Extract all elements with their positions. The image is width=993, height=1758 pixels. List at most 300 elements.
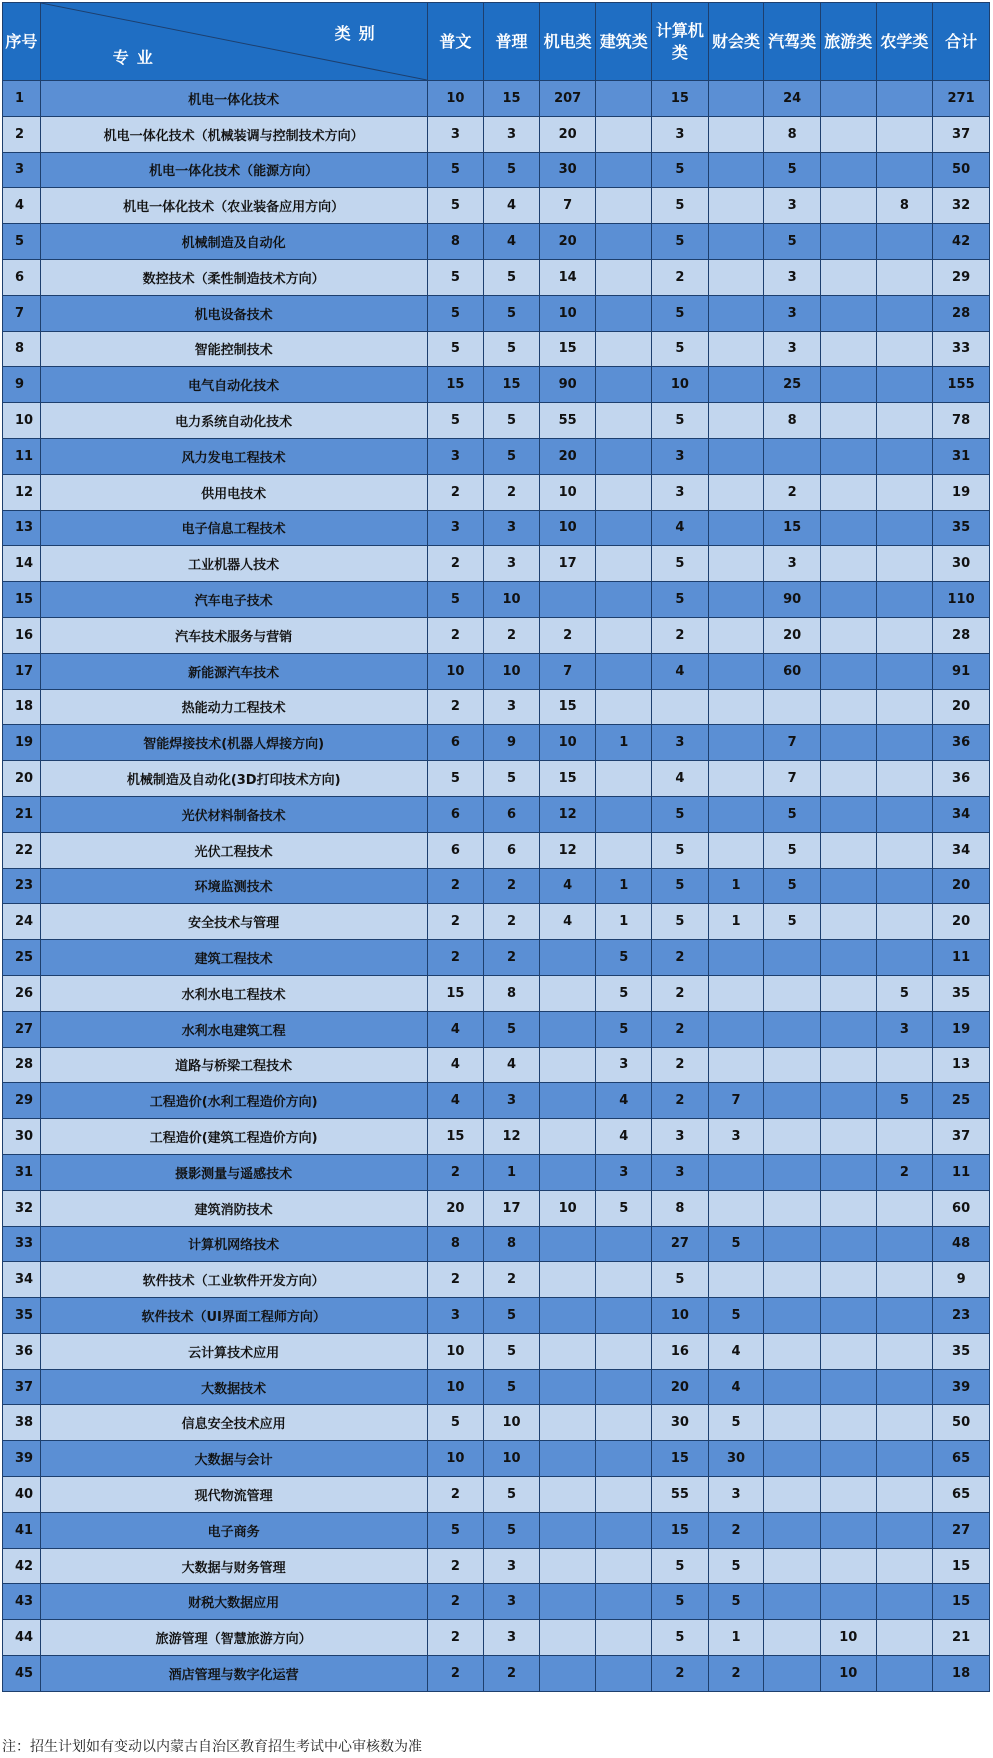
row-cell: 5 [484, 1298, 540, 1334]
row-cell: 4 [652, 510, 709, 546]
row-cell: 8 [484, 975, 540, 1011]
row-cell [820, 403, 876, 439]
row-cell: 5 [427, 761, 484, 797]
row-cell: 5 [652, 546, 709, 582]
row-cell [876, 689, 933, 725]
row-cell [876, 1047, 933, 1083]
row-cell [596, 1620, 652, 1656]
table-row [3, 1512, 990, 1548]
row-cell [764, 1656, 821, 1692]
row-cell: 5 [484, 1369, 540, 1405]
row-cell: 5 [484, 1333, 540, 1369]
row-cell [820, 1584, 876, 1620]
row-total: 50 [933, 152, 990, 188]
row-cell [876, 1119, 933, 1155]
row-major: 机电一体化技术 [40, 81, 427, 117]
row-cell: 20 [764, 617, 821, 653]
row-cell: 17 [484, 1190, 540, 1226]
row-cell: 4 [484, 1047, 540, 1083]
row-major: 云计算技术应用 [40, 1333, 427, 1369]
header-col-3: 建筑类 [596, 3, 652, 81]
row-index: 44 [3, 1620, 41, 1656]
row-cell [876, 474, 933, 510]
row-cell: 20 [539, 116, 596, 152]
row-cell: 15 [652, 1512, 709, 1548]
row-cell: 2 [708, 1656, 764, 1692]
row-total: 36 [933, 725, 990, 761]
row-cell: 20 [427, 1190, 484, 1226]
row-cell [876, 81, 933, 117]
row-cell [708, 689, 764, 725]
row-cell [708, 474, 764, 510]
row-cell: 2 [652, 1656, 709, 1692]
row-cell: 5 [484, 1512, 540, 1548]
enrollment-plan-table [2, 2, 990, 1692]
row-cell [596, 116, 652, 152]
row-cell: 3 [764, 295, 821, 331]
row-cell [820, 761, 876, 797]
row-cell [820, 796, 876, 832]
row-cell: 3 [427, 438, 484, 474]
row-index: 27 [3, 1011, 41, 1047]
row-cell [820, 975, 876, 1011]
row-cell [820, 259, 876, 295]
row-total: 20 [933, 904, 990, 940]
row-cell: 2 [652, 1083, 709, 1119]
row-cell: 3 [484, 116, 540, 152]
row-index: 3 [3, 152, 41, 188]
row-cell [876, 259, 933, 295]
row-cell: 2 [484, 1656, 540, 1692]
row-cell: 2 [427, 940, 484, 976]
row-cell: 24 [764, 81, 821, 117]
row-cell: 2 [484, 474, 540, 510]
row-cell [708, 546, 764, 582]
row-index: 39 [3, 1441, 41, 1477]
row-cell [820, 295, 876, 331]
row-cell: 10 [484, 582, 540, 618]
row-cell: 5 [652, 224, 709, 260]
row-cell: 2 [427, 546, 484, 582]
row-cell: 4 [708, 1333, 764, 1369]
row-major: 摄影测量与遥感技术 [40, 1154, 427, 1190]
row-total: 110 [933, 582, 990, 618]
row-cell [596, 1441, 652, 1477]
row-cell [820, 582, 876, 618]
row-cell: 8 [764, 116, 821, 152]
row-major: 数控技术（柔性制造技术方向） [40, 259, 427, 295]
row-cell: 12 [539, 796, 596, 832]
row-cell: 5 [652, 295, 709, 331]
row-cell [708, 438, 764, 474]
row-index: 15 [3, 582, 41, 618]
row-index: 28 [3, 1047, 41, 1083]
row-total: 65 [933, 1441, 990, 1477]
row-cell [876, 653, 933, 689]
row-cell: 4 [596, 1119, 652, 1155]
row-cell [539, 1011, 596, 1047]
row-cell: 5 [652, 188, 709, 224]
row-cell: 5 [652, 1262, 709, 1298]
table-row [3, 1262, 990, 1298]
row-cell: 2 [652, 940, 709, 976]
row-cell [820, 546, 876, 582]
row-cell [820, 1405, 876, 1441]
row-major: 安全技术与管理 [40, 904, 427, 940]
table-row [3, 1441, 990, 1477]
header-col-0: 普文 [427, 3, 484, 81]
row-cell: 5 [484, 295, 540, 331]
row-cell: 3 [652, 1119, 709, 1155]
row-cell: 5 [764, 904, 821, 940]
row-cell: 30 [708, 1441, 764, 1477]
row-cell: 6 [427, 725, 484, 761]
header-major: 专业 [112, 48, 161, 67]
row-cell [596, 617, 652, 653]
row-cell [764, 438, 821, 474]
row-total: 36 [933, 761, 990, 797]
row-cell [820, 904, 876, 940]
row-cell: 2 [876, 1154, 933, 1190]
row-cell: 14 [539, 259, 596, 295]
row-index: 38 [3, 1405, 41, 1441]
row-total: 48 [933, 1226, 990, 1262]
row-cell: 3 [484, 546, 540, 582]
row-cell [876, 1262, 933, 1298]
row-cell: 5 [652, 832, 709, 868]
row-cell: 2 [652, 617, 709, 653]
table-row [3, 1584, 990, 1620]
row-cell: 2 [427, 868, 484, 904]
row-cell [596, 367, 652, 403]
row-cell: 10 [820, 1656, 876, 1692]
table-row [3, 438, 990, 474]
header-diagonal-cell [40, 3, 427, 81]
row-major: 道路与桥梁工程技术 [40, 1047, 427, 1083]
row-cell: 2 [427, 1154, 484, 1190]
row-cell [596, 1262, 652, 1298]
row-cell: 6 [484, 796, 540, 832]
row-cell: 10 [652, 1298, 709, 1334]
table-row [3, 617, 990, 653]
row-total: 19 [933, 474, 990, 510]
row-cell: 3 [484, 1584, 540, 1620]
row-cell [820, 1512, 876, 1548]
row-cell: 3 [652, 116, 709, 152]
row-total: 271 [933, 81, 990, 117]
row-total: 21 [933, 1620, 990, 1656]
row-major: 工程造价(水利工程造价方向) [40, 1083, 427, 1119]
row-cell [708, 582, 764, 618]
row-cell: 5 [596, 940, 652, 976]
row-cell [764, 1333, 821, 1369]
row-cell: 3 [484, 689, 540, 725]
row-cell [820, 868, 876, 904]
row-cell [764, 689, 821, 725]
row-cell [596, 1226, 652, 1262]
row-cell: 2 [427, 1548, 484, 1584]
row-cell [539, 1656, 596, 1692]
row-cell [708, 403, 764, 439]
row-cell: 5 [427, 152, 484, 188]
row-cell: 15 [652, 81, 709, 117]
row-index: 34 [3, 1262, 41, 1298]
row-cell: 15 [539, 689, 596, 725]
row-cell: 90 [539, 367, 596, 403]
row-cell: 15 [484, 81, 540, 117]
row-cell: 7 [539, 188, 596, 224]
row-cell [876, 367, 933, 403]
row-total: 11 [933, 1154, 990, 1190]
row-cell [708, 188, 764, 224]
row-index: 17 [3, 653, 41, 689]
row-cell [596, 1369, 652, 1405]
row-cell: 7 [539, 653, 596, 689]
row-total: 155 [933, 367, 990, 403]
table-row [3, 224, 990, 260]
row-cell [596, 295, 652, 331]
row-major: 智能焊接技术(机器人焊接方向) [40, 725, 427, 761]
row-cell [764, 975, 821, 1011]
row-cell: 10 [539, 510, 596, 546]
row-total: 15 [933, 1548, 990, 1584]
row-cell: 2 [427, 1584, 484, 1620]
table-row [3, 1369, 990, 1405]
row-cell: 5 [427, 295, 484, 331]
row-cell: 3 [764, 331, 821, 367]
row-major: 现代物流管理 [40, 1477, 427, 1513]
row-cell: 3 [764, 188, 821, 224]
row-cell [539, 1083, 596, 1119]
row-cell: 15 [427, 975, 484, 1011]
row-cell: 3 [427, 510, 484, 546]
table-row [3, 188, 990, 224]
row-cell: 5 [876, 1083, 933, 1119]
row-cell [876, 1226, 933, 1262]
row-cell: 16 [652, 1333, 709, 1369]
row-cell [876, 1190, 933, 1226]
row-cell: 5 [427, 1405, 484, 1441]
row-cell: 5 [484, 761, 540, 797]
row-cell: 10 [484, 1441, 540, 1477]
row-cell: 4 [427, 1083, 484, 1119]
row-cell: 5 [708, 1298, 764, 1334]
row-cell [820, 116, 876, 152]
row-cell [876, 582, 933, 618]
row-cell: 5 [764, 796, 821, 832]
row-cell [764, 1011, 821, 1047]
row-cell [708, 81, 764, 117]
row-cell: 1 [596, 725, 652, 761]
row-cell [764, 1620, 821, 1656]
row-total: 20 [933, 689, 990, 725]
row-index: 40 [3, 1477, 41, 1513]
row-cell: 2 [708, 1512, 764, 1548]
row-cell [876, 904, 933, 940]
table-row [3, 653, 990, 689]
row-major: 供用电技术 [40, 474, 427, 510]
row-cell [539, 1226, 596, 1262]
table-row [3, 1333, 990, 1369]
row-cell [539, 1154, 596, 1190]
row-cell [596, 1548, 652, 1584]
row-total: 50 [933, 1405, 990, 1441]
row-cell: 3 [708, 1477, 764, 1513]
table-row [3, 81, 990, 117]
row-major: 新能源汽车技术 [40, 653, 427, 689]
row-cell [596, 331, 652, 367]
row-index: 14 [3, 546, 41, 582]
table-row [3, 796, 990, 832]
row-cell: 2 [539, 617, 596, 653]
row-cell: 10 [427, 1369, 484, 1405]
row-cell [596, 474, 652, 510]
row-cell: 2 [427, 1656, 484, 1692]
row-index: 26 [3, 975, 41, 1011]
row-cell [596, 188, 652, 224]
row-cell [820, 1441, 876, 1477]
row-cell: 5 [652, 152, 709, 188]
row-cell [876, 116, 933, 152]
row-major: 汽车技术服务与营销 [40, 617, 427, 653]
row-cell: 5 [708, 1226, 764, 1262]
row-cell [820, 1083, 876, 1119]
row-major: 电子信息工程技术 [40, 510, 427, 546]
row-index: 32 [3, 1190, 41, 1226]
row-cell [708, 653, 764, 689]
table-row [3, 295, 990, 331]
row-major: 软件技术（UI界面工程师方向） [40, 1298, 427, 1334]
row-cell [820, 1477, 876, 1513]
row-cell [596, 81, 652, 117]
row-cell [764, 1119, 821, 1155]
row-index: 6 [3, 259, 41, 295]
row-total: 13 [933, 1047, 990, 1083]
row-cell [708, 1154, 764, 1190]
row-cell [820, 224, 876, 260]
row-total: 34 [933, 832, 990, 868]
row-cell [596, 689, 652, 725]
row-cell [764, 940, 821, 976]
row-cell: 5 [427, 582, 484, 618]
row-total: 42 [933, 224, 990, 260]
row-cell [539, 1405, 596, 1441]
row-cell [539, 1298, 596, 1334]
row-major: 热能动力工程技术 [40, 689, 427, 725]
header-col-5: 财会类 [708, 3, 764, 81]
row-cell: 10 [427, 653, 484, 689]
row-cell: 5 [652, 868, 709, 904]
row-cell: 8 [427, 1226, 484, 1262]
row-cell: 10 [539, 474, 596, 510]
row-cell: 4 [484, 188, 540, 224]
row-cell: 2 [484, 940, 540, 976]
row-cell: 5 [652, 331, 709, 367]
row-cell [596, 403, 652, 439]
row-cell [764, 1190, 821, 1226]
row-cell [876, 1405, 933, 1441]
row-major: 工程造价(建筑工程造价方向) [40, 1119, 427, 1155]
row-major: 光伏材料制备技术 [40, 796, 427, 832]
row-cell: 15 [427, 1119, 484, 1155]
row-cell: 5 [652, 582, 709, 618]
table-row [3, 1405, 990, 1441]
row-cell [876, 868, 933, 904]
row-cell: 15 [427, 367, 484, 403]
row-cell: 1 [708, 868, 764, 904]
row-cell [876, 295, 933, 331]
row-cell [708, 1190, 764, 1226]
row-total: 33 [933, 331, 990, 367]
row-cell: 3 [652, 474, 709, 510]
row-cell [820, 81, 876, 117]
row-cell: 5 [708, 1405, 764, 1441]
row-index: 9 [3, 367, 41, 403]
row-index: 33 [3, 1226, 41, 1262]
row-major: 酒店管理与数字化运营 [40, 1656, 427, 1692]
row-cell: 10 [539, 725, 596, 761]
row-index: 22 [3, 832, 41, 868]
row-cell: 5 [484, 438, 540, 474]
row-cell [596, 1584, 652, 1620]
row-cell: 8 [652, 1190, 709, 1226]
row-cell: 10 [539, 1190, 596, 1226]
table-row [3, 582, 990, 618]
row-cell [876, 1548, 933, 1584]
row-cell [539, 1119, 596, 1155]
row-index: 29 [3, 1083, 41, 1119]
row-cell: 10 [652, 367, 709, 403]
table-row [3, 725, 990, 761]
row-index: 23 [3, 868, 41, 904]
row-cell [876, 832, 933, 868]
row-cell: 5 [876, 975, 933, 1011]
row-total: 91 [933, 653, 990, 689]
row-cell [764, 1226, 821, 1262]
row-cell [876, 403, 933, 439]
row-cell [708, 940, 764, 976]
row-cell: 3 [764, 259, 821, 295]
row-cell [596, 224, 652, 260]
row-cell: 5 [708, 1548, 764, 1584]
header-col-6: 汽驾类 [764, 3, 821, 81]
row-total: 23 [933, 1298, 990, 1334]
row-cell: 55 [539, 403, 596, 439]
row-cell: 207 [539, 81, 596, 117]
row-cell: 5 [484, 331, 540, 367]
row-cell [876, 1656, 933, 1692]
row-total: 60 [933, 1190, 990, 1226]
row-cell [708, 761, 764, 797]
row-cell [708, 725, 764, 761]
table-row [3, 940, 990, 976]
row-cell [820, 1369, 876, 1405]
header-col-2: 机电类 [539, 3, 596, 81]
row-cell [596, 1333, 652, 1369]
table-row [3, 367, 990, 403]
row-cell [539, 1333, 596, 1369]
table-row [3, 761, 990, 797]
row-cell [820, 188, 876, 224]
table-row [3, 832, 990, 868]
row-cell: 4 [539, 904, 596, 940]
row-cell [820, 152, 876, 188]
row-cell: 15 [652, 1441, 709, 1477]
row-cell: 2 [427, 1262, 484, 1298]
row-cell: 9 [484, 725, 540, 761]
row-cell: 5 [484, 1011, 540, 1047]
row-cell [876, 152, 933, 188]
